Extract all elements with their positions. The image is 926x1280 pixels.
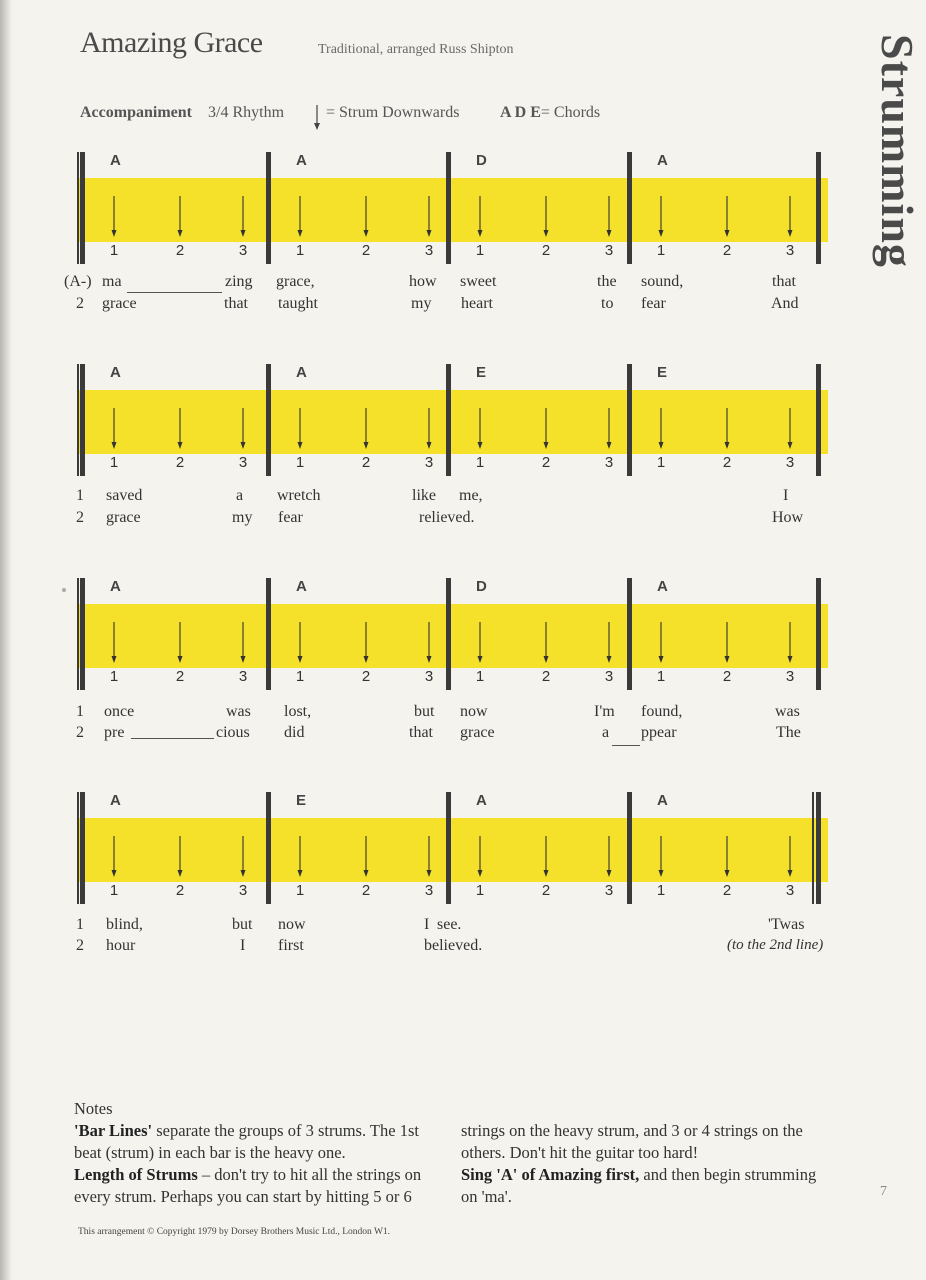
- lyric-word: was: [226, 703, 251, 720]
- lyric-word: believed.: [424, 937, 483, 954]
- legend-chord-letters: A D E: [500, 104, 541, 121]
- beat-number: 2: [541, 668, 551, 685]
- strum-down-arrow-icon: [657, 836, 665, 878]
- strum-down-arrow-icon: [605, 836, 613, 878]
- lyric-word: how: [409, 273, 437, 290]
- bar-line: [627, 578, 632, 690]
- lyric-word: The: [776, 724, 801, 741]
- lyric-word: (A-): [64, 273, 92, 290]
- beat-number: 1: [109, 454, 119, 471]
- strum-band: [78, 178, 828, 242]
- lyric-word: fear: [641, 295, 666, 312]
- bar-line: [80, 792, 85, 904]
- bar-line: [80, 152, 85, 264]
- bar-line: [816, 578, 821, 690]
- legend-chords: [500, 104, 600, 122]
- beat-number: 3: [604, 668, 614, 685]
- strum-down-arrow-icon: [176, 408, 184, 450]
- bar-line: [266, 364, 271, 476]
- copyright-notice: This arrangement © Copyright 1979 by Dorsey Brothers Music Ltd., London W1.: [78, 1227, 391, 1237]
- chord-label: A: [657, 792, 668, 809]
- beat-number: 2: [361, 668, 371, 685]
- lyric-word: pre: [104, 724, 125, 741]
- strum-down-arrow-icon: [542, 408, 550, 450]
- notes-heading: Notes: [74, 1099, 113, 1118]
- bar-line: [266, 578, 271, 690]
- strum-down-arrow-icon: [296, 836, 304, 878]
- beat-number: 2: [722, 668, 732, 685]
- beat-number: 1: [109, 882, 119, 899]
- beat-number: 2: [175, 668, 185, 685]
- strum-band: [78, 604, 828, 668]
- strum-down-arrow-icon: [110, 836, 118, 878]
- bar-line: [816, 364, 821, 476]
- beat-number: 3: [604, 242, 614, 259]
- beat-number: 1: [656, 242, 666, 259]
- lyric-word: I: [783, 487, 789, 504]
- lyric-word: first: [278, 937, 304, 954]
- strum-down-arrow-icon: [657, 622, 665, 664]
- beat-number: 3: [238, 242, 248, 259]
- notes-col2-text: strings on the heavy strum, and 3 or 4 strings on the others. Don't hit the guitar too hard!: [461, 1121, 803, 1162]
- lyric-word: zing: [225, 273, 253, 290]
- beat-number: 3: [424, 882, 434, 899]
- lyric-word: How: [772, 509, 804, 526]
- beat-number: 2: [361, 242, 371, 259]
- lyric-word: that: [772, 273, 796, 290]
- chord-label: D: [476, 152, 487, 169]
- thin-bar-line: [77, 364, 79, 476]
- lyric-word: 2: [76, 937, 84, 954]
- lyric-word: 'Twas: [768, 916, 805, 933]
- strum-down-arrow-icon: [723, 408, 731, 450]
- beat-number: 1: [656, 668, 666, 685]
- lyric-hyphen-line: [131, 738, 214, 739]
- notes-bar-lines-text: separate the groups of 3 strums. The 1st beat (strum) in each bar is the heavy one.: [74, 1121, 419, 1162]
- lyric-word: I'm: [594, 703, 615, 720]
- beat-number: 2: [541, 242, 551, 259]
- thin-bar-line: [77, 152, 79, 264]
- notes-bar-lines-bold: 'Bar Lines': [74, 1121, 153, 1140]
- song-subtitle: Traditional, arranged Russ Shipton: [318, 42, 514, 57]
- beat-number: 1: [295, 242, 305, 259]
- lyric-word: my: [411, 295, 432, 312]
- page-edge-shadow: [0, 0, 12, 1280]
- lyric-word: 2: [76, 509, 84, 526]
- strum-down-arrow-icon: [723, 836, 731, 878]
- lyric-word: me,: [459, 487, 483, 504]
- beat-number: 2: [722, 454, 732, 471]
- lyric-word: lost,: [284, 703, 312, 720]
- beat-number: 1: [475, 242, 485, 259]
- strum-down-arrow-icon: [296, 622, 304, 664]
- beat-number: 1: [656, 454, 666, 471]
- bar-line: [627, 152, 632, 264]
- notes-length-bold: Length of Strums: [74, 1165, 198, 1184]
- lyric-word: grace: [102, 295, 137, 312]
- lyric-word: taught: [278, 295, 318, 312]
- lyric-word: I: [240, 937, 246, 954]
- lyric-word: 1: [76, 916, 84, 933]
- lyric-hyphen-line: [127, 292, 222, 293]
- chord-label: A: [110, 152, 121, 169]
- strum-down-arrow-icon: [312, 103, 322, 131]
- strum-down-arrow-icon: [362, 196, 370, 238]
- beat-number: 1: [109, 242, 119, 259]
- lyric-hyphen-line: [612, 745, 640, 746]
- side-heading: [868, 34, 926, 304]
- strum-band: [78, 818, 828, 882]
- strum-down-arrow-icon: [362, 408, 370, 450]
- strum-down-arrow-icon: [605, 408, 613, 450]
- beat-number: 1: [475, 668, 485, 685]
- strum-down-arrow-icon: [110, 196, 118, 238]
- beat-number: 2: [175, 454, 185, 471]
- lyric-word: that: [224, 295, 248, 312]
- notes-sing-bold: Sing 'A' of Amazing first,: [461, 1165, 640, 1184]
- bar-line: [627, 792, 632, 904]
- notes-column-left: [74, 1120, 446, 1208]
- legend-chord-text: = Chords: [540, 104, 601, 121]
- lyric-word: ma: [102, 273, 122, 290]
- legend-accompaniment: [80, 104, 192, 122]
- song-title: Amazing Grace: [80, 26, 263, 59]
- strum-down-arrow-icon: [362, 622, 370, 664]
- strum-down-arrow-icon: [657, 408, 665, 450]
- bar-line: [446, 578, 451, 690]
- chord-label: A: [296, 364, 307, 381]
- strum-down-arrow-icon: [786, 836, 794, 878]
- beat-number: 2: [541, 882, 551, 899]
- lyric-word: 1: [76, 487, 84, 504]
- strum-down-arrow-icon: [239, 408, 247, 450]
- lyric-word: grace,: [276, 273, 315, 290]
- strum-down-arrow-icon: [425, 622, 433, 664]
- lyric-word: my: [232, 509, 253, 526]
- lyric-word: sound,: [641, 273, 684, 290]
- strum-down-arrow-icon: [476, 408, 484, 450]
- lyric-word: (to the 2nd line): [727, 937, 824, 953]
- lyric-word: relieved.: [419, 509, 475, 526]
- staff-system-1: [78, 152, 828, 278]
- lyric-word: a: [602, 724, 610, 741]
- notes-column-right: [461, 1120, 831, 1208]
- strum-down-arrow-icon: [425, 836, 433, 878]
- page-number: 7: [880, 1184, 887, 1199]
- bar-line: [816, 152, 821, 264]
- legend-strum-text: = Strum Downwards: [326, 104, 460, 121]
- legend-accompaniment-label: Accompaniment: [80, 104, 192, 121]
- strum-down-arrow-icon: [362, 836, 370, 878]
- bar-line: [816, 792, 821, 904]
- beat-number: 3: [604, 882, 614, 899]
- lyric-word: see.: [437, 916, 462, 933]
- lyric-word: did: [284, 724, 305, 741]
- bar-line: [266, 792, 271, 904]
- chord-label: A: [296, 578, 307, 595]
- notes-length-text: – don't try to hit all the strings on every strum. Perhaps you can start by hitting 5 or 6: [74, 1165, 422, 1206]
- lyric-word: like: [412, 487, 436, 504]
- lyric-word: a: [236, 487, 244, 504]
- beat-number: 3: [238, 454, 248, 471]
- chord-label: A: [657, 578, 668, 595]
- strum-down-arrow-icon: [786, 196, 794, 238]
- chord-label: A: [657, 152, 668, 169]
- lyric-word: wretch: [277, 487, 321, 504]
- lyric-word: to: [601, 295, 614, 312]
- lyric-word: found,: [641, 703, 683, 720]
- lyric-word: heart: [461, 295, 493, 312]
- beat-number: 2: [541, 454, 551, 471]
- strum-down-arrow-icon: [176, 196, 184, 238]
- strum-down-arrow-icon: [723, 196, 731, 238]
- lyric-word: I: [424, 916, 430, 933]
- strum-down-arrow-icon: [296, 408, 304, 450]
- bar-line: [266, 152, 271, 264]
- beat-number: 2: [175, 882, 185, 899]
- lyric-word: fear: [278, 509, 303, 526]
- lyric-word: hour: [106, 937, 136, 954]
- lyric-word: ppear: [641, 724, 677, 741]
- bar-line: [446, 792, 451, 904]
- strum-down-arrow-icon: [239, 836, 247, 878]
- strum-down-arrow-icon: [476, 836, 484, 878]
- lyric-word: that: [409, 724, 433, 741]
- strum-down-arrow-icon: [657, 196, 665, 238]
- lyric-word: cious: [216, 724, 250, 741]
- lyric-word: saved: [106, 487, 143, 504]
- legend-rhythm: 3/4 Rhythm: [208, 104, 285, 121]
- lyric-word: now: [460, 703, 488, 720]
- beat-number: 1: [475, 454, 485, 471]
- strum-down-arrow-icon: [239, 622, 247, 664]
- beat-number: 3: [424, 242, 434, 259]
- bar-line: [80, 578, 85, 690]
- strum-down-arrow-icon: [110, 622, 118, 664]
- lyric-word: but: [232, 916, 253, 933]
- strum-down-arrow-icon: [425, 408, 433, 450]
- thin-bar-line: [77, 578, 79, 690]
- strum-down-arrow-icon: [176, 622, 184, 664]
- bar-line: [446, 152, 451, 264]
- lyric-word: was: [775, 703, 800, 720]
- strum-down-arrow-icon: [605, 196, 613, 238]
- lyric-word: blind,: [106, 916, 143, 933]
- beat-number: 1: [295, 882, 305, 899]
- staff-system-4: [78, 792, 828, 918]
- staff-system-2: [78, 364, 828, 490]
- beat-number: 3: [785, 668, 795, 685]
- strum-down-arrow-icon: [110, 408, 118, 450]
- bar-line: [80, 364, 85, 476]
- chord-label: A: [476, 792, 487, 809]
- strum-down-arrow-icon: [476, 196, 484, 238]
- strum-down-arrow-icon: [239, 196, 247, 238]
- strum-down-arrow-icon: [176, 836, 184, 878]
- final-thin-bar-line: [812, 792, 814, 904]
- chord-label: A: [110, 364, 121, 381]
- lyric-word: now: [278, 916, 306, 933]
- beat-number: 3: [785, 454, 795, 471]
- lyric-word: once: [104, 703, 135, 720]
- beat-number: 2: [361, 454, 371, 471]
- beat-number: 2: [175, 242, 185, 259]
- chord-label: A: [296, 152, 307, 169]
- beat-number: 3: [604, 454, 614, 471]
- strum-down-arrow-icon: [542, 622, 550, 664]
- strum-down-arrow-icon: [542, 196, 550, 238]
- lyric-word: grace: [460, 724, 495, 741]
- strum-down-arrow-icon: [425, 196, 433, 238]
- lyric-word: grace: [106, 509, 141, 526]
- staff-system-3: [78, 578, 828, 704]
- chord-label: E: [476, 364, 487, 381]
- lyric-word: but: [414, 703, 435, 720]
- chord-label: E: [657, 364, 668, 381]
- beat-number: 1: [475, 882, 485, 899]
- strum-down-arrow-icon: [723, 622, 731, 664]
- chord-label: A: [110, 792, 121, 809]
- strum-down-arrow-icon: [476, 622, 484, 664]
- lyric-word: sweet: [460, 273, 497, 290]
- beat-number: 1: [656, 882, 666, 899]
- beat-number: 1: [295, 668, 305, 685]
- bar-line: [627, 364, 632, 476]
- beat-number: 3: [238, 882, 248, 899]
- thin-bar-line: [77, 792, 79, 904]
- strum-down-arrow-icon: [605, 622, 613, 664]
- bar-line: [446, 364, 451, 476]
- beat-number: 2: [722, 242, 732, 259]
- chord-label: E: [296, 792, 307, 809]
- beat-number: 3: [424, 454, 434, 471]
- lyric-word: 2: [76, 724, 84, 741]
- beat-number: 3: [424, 668, 434, 685]
- beat-number: 2: [722, 882, 732, 899]
- strum-down-arrow-icon: [786, 408, 794, 450]
- chord-label: A: [110, 578, 121, 595]
- strum-down-arrow-icon: [542, 836, 550, 878]
- side-heading-text: Strumming: [872, 34, 923, 268]
- lyric-word: 2: [76, 295, 84, 312]
- strum-down-arrow-icon: [786, 622, 794, 664]
- strum-down-arrow-icon: [296, 196, 304, 238]
- lyric-word: 1: [76, 703, 84, 720]
- strum-band: [78, 390, 828, 454]
- beat-number: 2: [361, 882, 371, 899]
- chord-label: D: [476, 578, 487, 595]
- beat-number: 3: [238, 668, 248, 685]
- lyric-word: the: [597, 273, 617, 290]
- notes-sing-text: and then begin strumming on 'ma'.: [461, 1165, 817, 1206]
- lyric-word: And: [771, 295, 799, 312]
- beat-number: 1: [109, 668, 119, 685]
- paper-speck: [62, 588, 66, 592]
- beat-number: 1: [295, 454, 305, 471]
- beat-number: 3: [785, 882, 795, 899]
- beat-number: 3: [785, 242, 795, 259]
